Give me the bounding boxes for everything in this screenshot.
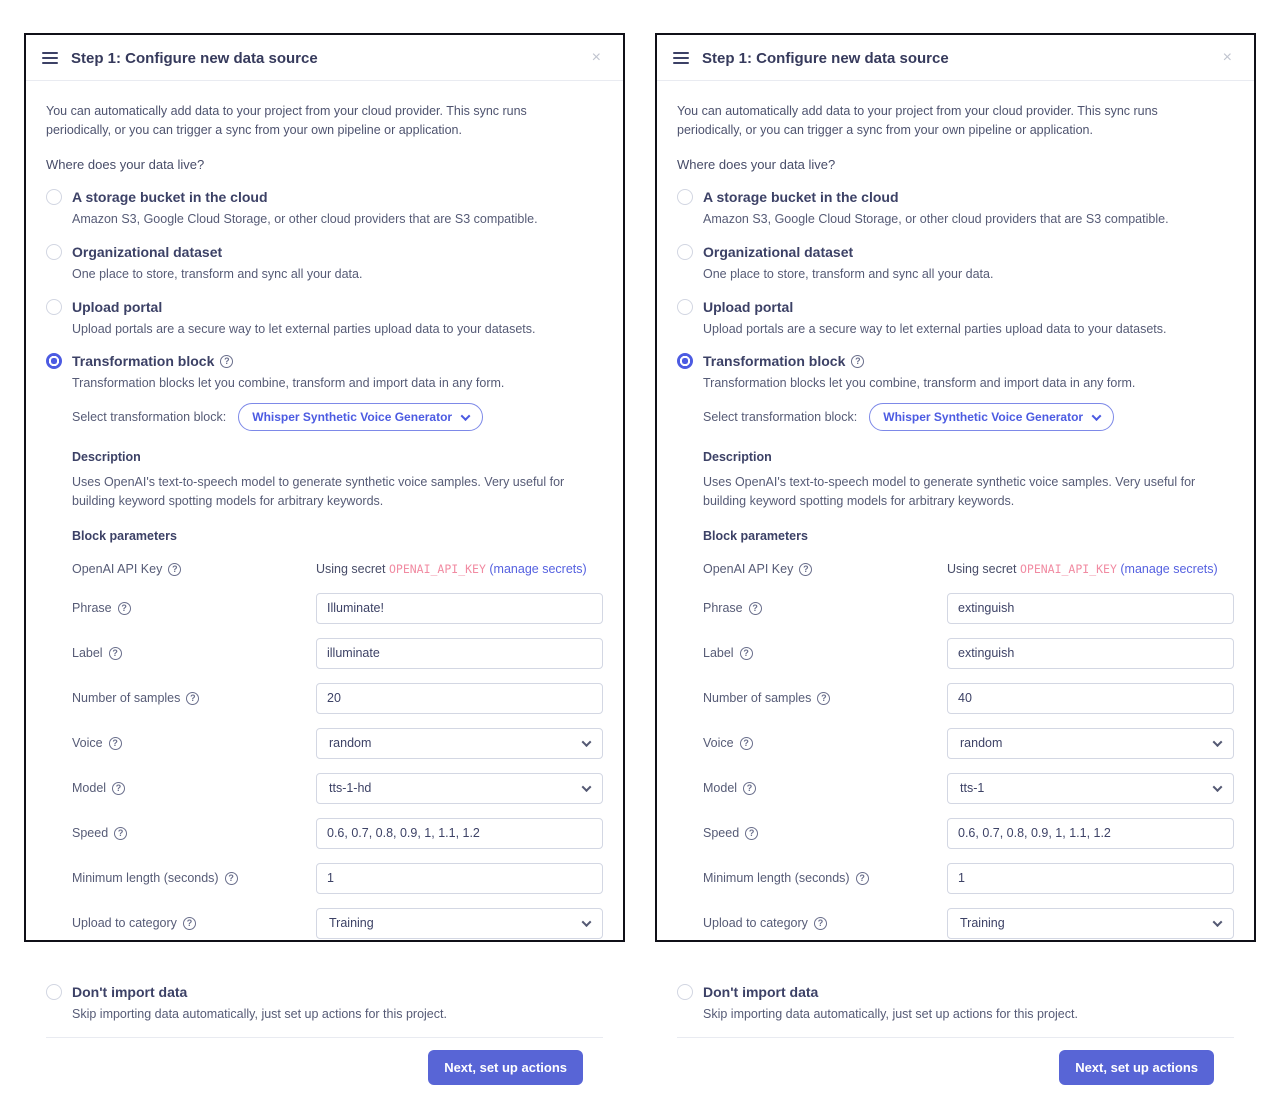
next-button[interactable]: Next, set up actions bbox=[1059, 1050, 1214, 1085]
close-icon[interactable]: × bbox=[591, 49, 601, 66]
secret-info: Using secret OPENAI_API_KEY (manage secrets) bbox=[316, 562, 587, 576]
option-organizational-dataset bbox=[677, 242, 1234, 284]
param-row-phrase bbox=[703, 593, 1234, 624]
secret-name: OPENAI_API_KEY bbox=[1019, 562, 1117, 576]
model-select[interactable]: tts-1 bbox=[947, 773, 1234, 804]
radio-dont-import[interactable] bbox=[46, 984, 62, 1000]
option-title: Transformation block ? bbox=[72, 351, 603, 372]
description-text: Uses OpenAI's text-to-speech model to generate synthetic voice samples. Very useful for building keyword spotting models for arbitrary keywords. bbox=[703, 474, 1196, 508]
model-select[interactable]: tts-1-hd bbox=[316, 773, 603, 804]
help-icon[interactable]: ? bbox=[114, 827, 127, 840]
help-icon[interactable]: ? bbox=[109, 647, 122, 660]
param-row-model bbox=[72, 773, 603, 804]
option-organizational-dataset bbox=[46, 242, 603, 284]
help-icon[interactable]: ? bbox=[745, 827, 758, 840]
help-icon[interactable]: ? bbox=[856, 872, 869, 885]
option-title: Upload portal bbox=[72, 298, 163, 315]
manage-secrets-link[interactable]: (manage secrets) bbox=[489, 562, 587, 576]
min-length-label: Minimum length (seconds) ? bbox=[72, 869, 316, 888]
description-heading: Description bbox=[72, 450, 141, 464]
radio-dont-import[interactable] bbox=[677, 984, 693, 1000]
chevron-down-icon bbox=[582, 782, 592, 792]
param-row-min-length bbox=[703, 863, 1234, 894]
help-icon[interactable]: ? bbox=[183, 917, 196, 930]
intro-text: You can automatically add data to your project from your cloud provider. This sync runs periodically, or you can trigger a sync from your own pipeline or application. bbox=[46, 104, 527, 137]
option-upload-portal bbox=[677, 297, 1234, 339]
param-row-speed bbox=[703, 818, 1234, 849]
param-row-api-key bbox=[703, 560, 1234, 579]
category-select[interactable]: Training bbox=[947, 908, 1234, 939]
help-icon[interactable]: ? bbox=[749, 602, 762, 615]
radio-storage-bucket[interactable] bbox=[46, 189, 62, 205]
chevron-down-icon bbox=[582, 737, 592, 747]
speed-label: Speed ? bbox=[703, 824, 947, 843]
block-parameters-heading: Block parameters bbox=[703, 529, 808, 544]
speed-input[interactable] bbox=[316, 818, 603, 849]
help-icon[interactable]: ? bbox=[168, 563, 181, 576]
radio-storage-bucket[interactable] bbox=[677, 189, 693, 205]
param-row-voice bbox=[703, 728, 1234, 759]
radio-transformation-block[interactable] bbox=[677, 353, 693, 369]
model-label: Model ? bbox=[72, 779, 316, 798]
option-storage-bucket bbox=[677, 187, 1234, 229]
option-upload-portal bbox=[46, 297, 603, 339]
radio-upload-portal[interactable] bbox=[46, 299, 62, 315]
param-row-label bbox=[72, 638, 603, 669]
voice-select[interactable]: random bbox=[316, 728, 603, 759]
block-parameters-heading: Block parameters bbox=[72, 529, 177, 544]
param-row-category bbox=[72, 908, 603, 939]
option-dont-import bbox=[677, 982, 1234, 1024]
question-text: Where does your data live? bbox=[677, 156, 836, 172]
option-subtitle: Transformation blocks let you combine, transform and import data in any form. bbox=[72, 376, 505, 391]
select-transformation-row bbox=[703, 403, 1234, 431]
option-title: Don't import data bbox=[703, 983, 819, 1000]
dialog-title: Step 1: Configure new data source bbox=[702, 49, 949, 67]
option-subtitle: Skip importing data automatically, just set up actions for this project. bbox=[703, 1006, 1078, 1021]
option-title: Upload portal bbox=[703, 298, 794, 315]
param-row-samples bbox=[703, 683, 1234, 714]
label-input[interactable] bbox=[947, 638, 1234, 669]
category-select[interactable]: Training bbox=[316, 908, 603, 939]
samples-input[interactable] bbox=[947, 683, 1234, 714]
configure-data-source-dialog-left bbox=[24, 33, 625, 1075]
option-subtitle: Amazon S3, Google Cloud Storage, or other cloud providers that are S3 compatible. bbox=[72, 212, 538, 226]
label-input[interactable] bbox=[316, 638, 603, 669]
option-title: Transformation block ? bbox=[703, 351, 1234, 372]
chevron-down-icon bbox=[1213, 737, 1223, 747]
dialog-footer bbox=[677, 1037, 1234, 1099]
chevron-down-icon bbox=[461, 411, 471, 421]
help-icon[interactable]: ? bbox=[112, 782, 125, 795]
help-icon[interactable]: ? bbox=[740, 737, 753, 750]
dialog-header bbox=[657, 35, 1254, 81]
dialog-body bbox=[657, 81, 1254, 1099]
speed-input[interactable] bbox=[947, 818, 1234, 849]
option-subtitle: One place to store, transform and sync all your data. bbox=[72, 266, 363, 281]
option-subtitle: Upload portals are a secure way to let external parties upload data to your datasets. bbox=[703, 321, 1167, 336]
help-icon[interactable]: ? bbox=[186, 692, 199, 705]
category-label: Upload to category ? bbox=[72, 914, 316, 933]
voice-label: Voice ? bbox=[703, 734, 947, 753]
option-subtitle: Skip importing data automatically, just set up actions for this project. bbox=[72, 1006, 447, 1021]
option-storage-bucket bbox=[46, 187, 603, 229]
transformation-block-dropdown[interactable]: Whisper Synthetic Voice Generator bbox=[869, 403, 1114, 431]
option-title: Organizational dataset bbox=[72, 243, 223, 260]
phrase-label: Phrase ? bbox=[72, 599, 316, 618]
dialog-body bbox=[26, 81, 623, 1099]
chevron-down-icon bbox=[1213, 782, 1223, 792]
phrase-label: Phrase ? bbox=[703, 599, 947, 618]
secret-info: Using secret OPENAI_API_KEY (manage secrets) bbox=[947, 562, 1218, 576]
block-parameters bbox=[72, 560, 603, 939]
voice-select[interactable]: random bbox=[947, 728, 1234, 759]
param-row-min-length bbox=[72, 863, 603, 894]
param-row-speed bbox=[72, 818, 603, 849]
model-label: Model ? bbox=[703, 779, 947, 798]
param-row-phrase bbox=[72, 593, 603, 624]
option-dont-import bbox=[46, 982, 603, 1024]
option-subtitle: Transformation blocks let you combine, transform and import data in any form. bbox=[703, 376, 1136, 391]
min-length-input[interactable] bbox=[316, 863, 603, 894]
option-transformation-block bbox=[677, 351, 1234, 953]
param-row-label bbox=[703, 638, 1234, 669]
samples-label: Number of samples ? bbox=[72, 689, 316, 708]
dialog-title: Step 1: Configure new data source bbox=[71, 49, 318, 67]
phrase-input[interactable] bbox=[947, 593, 1234, 624]
option-title: Organizational dataset bbox=[703, 243, 854, 260]
question-text: Where does your data live? bbox=[46, 156, 205, 172]
block-parameters bbox=[703, 560, 1234, 939]
samples-label: Number of samples ? bbox=[703, 689, 947, 708]
radio-organizational-dataset[interactable] bbox=[677, 244, 693, 260]
description-text: Uses OpenAI's text-to-speech model to generate synthetic voice samples. Very useful for building keyword spotting models for arbitrary keywords. bbox=[72, 474, 565, 508]
param-row-model bbox=[703, 773, 1234, 804]
help-icon[interactable]: ? bbox=[817, 692, 830, 705]
param-row-samples bbox=[72, 683, 603, 714]
transformation-block-dropdown[interactable]: Whisper Synthetic Voice Generator bbox=[238, 403, 483, 431]
param-row-category bbox=[703, 908, 1234, 939]
select-transformation-row bbox=[72, 403, 603, 431]
option-title: A storage bucket in the cloud bbox=[72, 189, 268, 205]
speed-label: Speed ? bbox=[72, 824, 316, 843]
min-length-input[interactable] bbox=[947, 863, 1234, 894]
manage-secrets-link[interactable]: (manage secrets) bbox=[1120, 562, 1218, 576]
radio-transformation-block[interactable] bbox=[46, 353, 62, 369]
help-icon[interactable]: ? bbox=[743, 782, 756, 795]
option-subtitle: Upload portals are a secure way to let external parties upload data to your datasets. bbox=[72, 321, 536, 336]
option-subtitle: One place to store, transform and sync all your data. bbox=[703, 266, 994, 281]
help-icon[interactable]: ? bbox=[851, 355, 864, 368]
help-icon[interactable]: ? bbox=[740, 647, 753, 660]
phrase-input[interactable] bbox=[316, 593, 603, 624]
select-transformation-label: Select transformation block: bbox=[703, 409, 858, 424]
help-icon[interactable]: ? bbox=[225, 872, 238, 885]
select-transformation-label: Select transformation block: bbox=[72, 409, 227, 424]
help-icon[interactable]: ? bbox=[814, 917, 827, 930]
menu-icon[interactable] bbox=[42, 50, 58, 66]
help-icon[interactable]: ? bbox=[220, 355, 233, 368]
label-label: Label ? bbox=[703, 644, 947, 663]
dialog-footer bbox=[46, 1037, 603, 1099]
description-heading: Description bbox=[703, 450, 772, 464]
chevron-down-icon bbox=[1213, 917, 1223, 927]
intro-text: You can automatically add data to your project from your cloud provider. This sync runs periodically, or you can trigger a sync from your own pipeline or application. bbox=[677, 104, 1158, 137]
api-key-label: OpenAI API Key ? bbox=[72, 560, 316, 579]
radio-organizational-dataset[interactable] bbox=[46, 244, 62, 260]
chevron-down-icon bbox=[1092, 411, 1102, 421]
help-icon[interactable]: ? bbox=[118, 602, 131, 615]
option-transformation-block bbox=[46, 351, 603, 953]
option-title: Don't import data bbox=[72, 983, 188, 1000]
param-row-voice bbox=[72, 728, 603, 759]
help-icon[interactable]: ? bbox=[109, 737, 122, 750]
option-subtitle: Amazon S3, Google Cloud Storage, or other cloud providers that are S3 compatible. bbox=[703, 212, 1169, 226]
chevron-down-icon bbox=[582, 917, 592, 927]
min-length-label: Minimum length (seconds) ? bbox=[703, 869, 947, 888]
radio-upload-portal[interactable] bbox=[677, 299, 693, 315]
next-button[interactable]: Next, set up actions bbox=[428, 1050, 583, 1085]
label-label: Label ? bbox=[72, 644, 316, 663]
dialog-header bbox=[26, 35, 623, 81]
close-icon[interactable]: × bbox=[1222, 49, 1232, 66]
api-key-label: OpenAI API Key ? bbox=[703, 560, 947, 579]
menu-icon[interactable] bbox=[673, 50, 689, 66]
samples-input[interactable] bbox=[316, 683, 603, 714]
configure-data-source-dialog-right bbox=[655, 33, 1256, 1075]
category-label: Upload to category ? bbox=[703, 914, 947, 933]
voice-label: Voice ? bbox=[72, 734, 316, 753]
option-title: A storage bucket in the cloud bbox=[703, 189, 899, 205]
param-row-api-key bbox=[72, 560, 603, 579]
secret-name: OPENAI_API_KEY bbox=[388, 562, 486, 576]
help-icon[interactable]: ? bbox=[799, 563, 812, 576]
